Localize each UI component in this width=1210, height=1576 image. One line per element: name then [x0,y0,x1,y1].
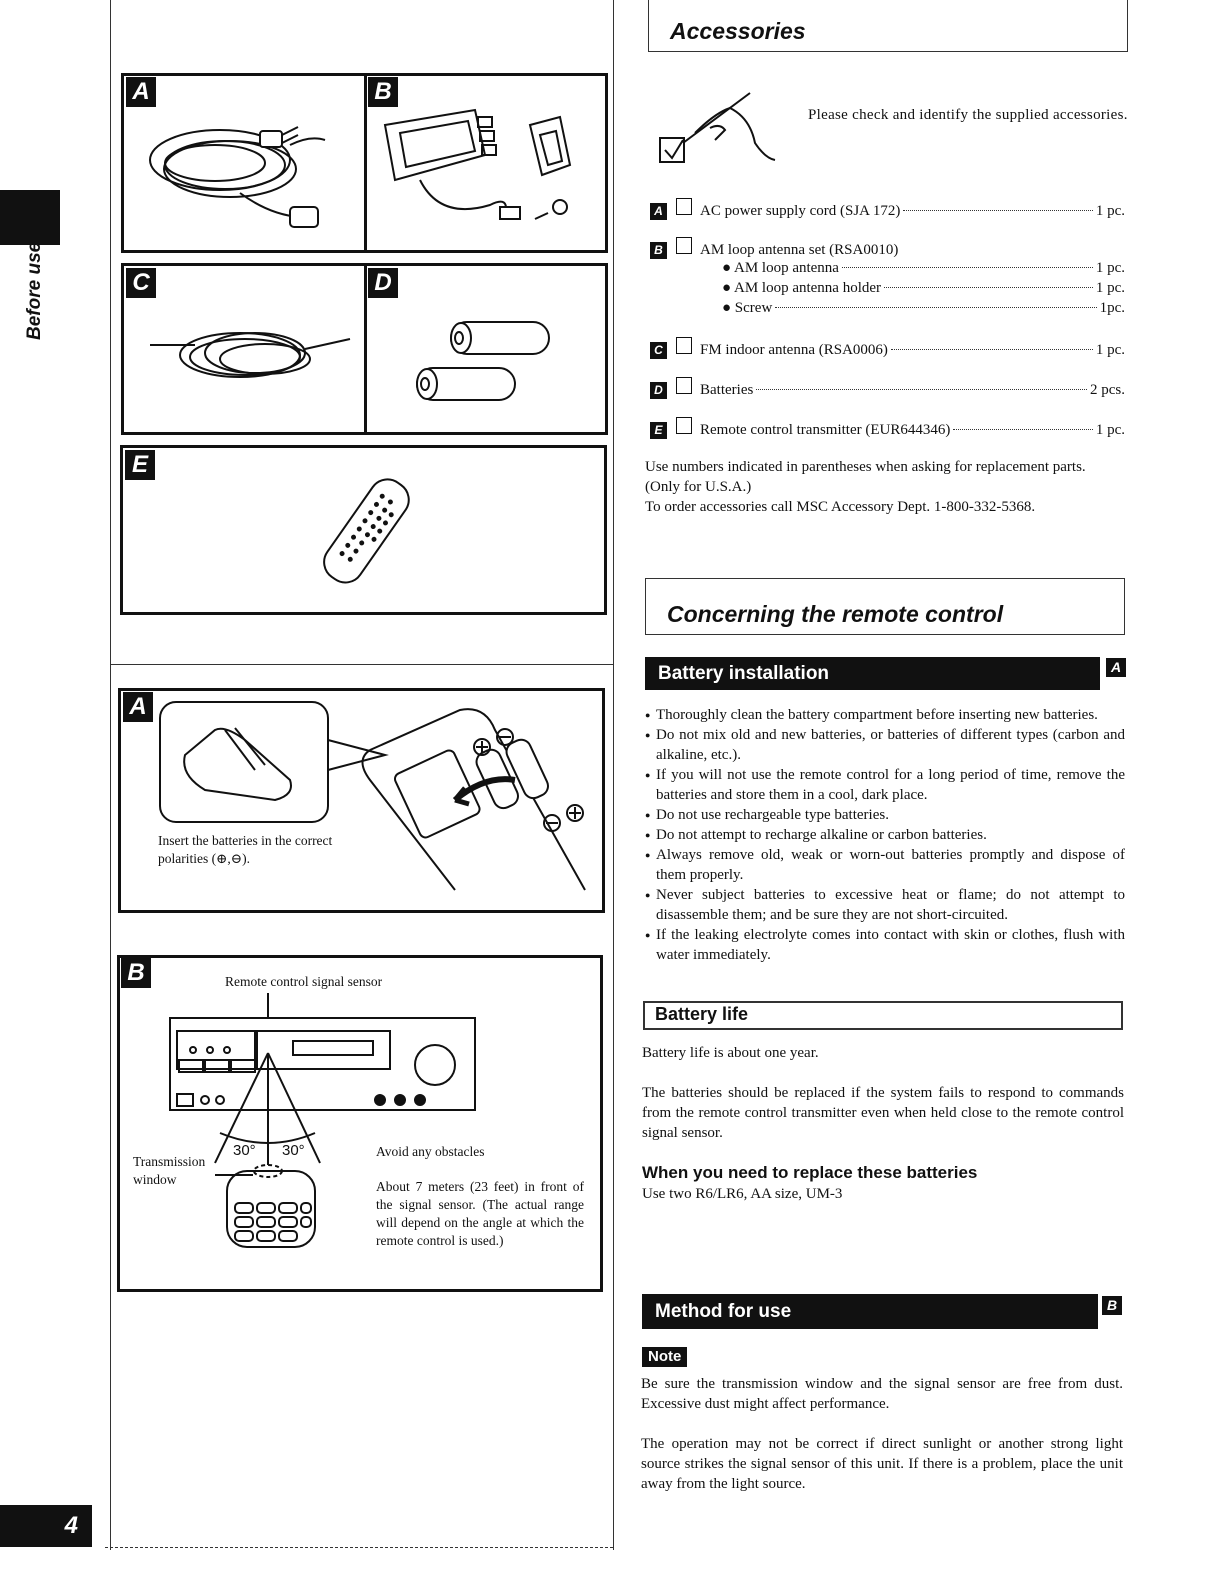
page-number: 4 [0,1505,92,1547]
list-item: ● Do not mix old and new batteries, or batteries of different types (carbon and alkaline, etc.). [645,725,1125,765]
section-label: Before use [24,241,45,340]
accessory-checkbox-b[interactable] [676,237,692,254]
accessory-name-c: FM indoor antenna (RSA0006) [700,342,888,358]
accessory-letter-b: B [650,242,667,259]
subitem-name: ● AM loop antenna holder [722,280,882,296]
accessory-subitem [722,258,1125,278]
subitem-qty: 1 pc. [1095,280,1125,296]
remote-title: Concerning the remote control [667,601,1004,627]
ac-cord-illustration [140,105,340,240]
replace-batteries-heading: When you need to replace these batteries [642,1163,978,1182]
panel-letter-battery: A [123,692,153,722]
obstacles-label: Avoid any obstacles [376,1144,485,1159]
checklist-hand-icon [655,88,780,168]
angle-left-label: 30° [233,1142,256,1159]
battery-precautions-list [645,705,1125,965]
accessory-checkbox-d[interactable] [676,377,692,394]
accessory-name-b: AM loop antenna set (RSA0010) [700,242,899,258]
method-for-use-tag: B [1102,1296,1122,1315]
battery-life-text: Battery life is about one year. [642,1045,819,1061]
accessories-intro: Please check and identify the supplied accessories. [808,107,1128,123]
battery-polarity-caption: Insert the batteries in the correct polarities (⊕,⊖). [158,833,333,866]
battery-replace-text: The batteries should be replaced if the system fails to respond to commands from the remote control transmitter even when held close to the remote control signal sensor. [642,1085,1124,1141]
accessory-letter-d: D [650,382,667,399]
replacement-note [645,457,1127,517]
section-tab [0,190,60,245]
note-badge: Note [642,1347,687,1367]
signal-sensor-label: Remote control signal sensor [225,974,383,989]
bottom-rule [105,1547,613,1548]
list-item: ● Do not use rechargeable type batteries. [645,805,1125,825]
subitem-name: ● AM loop antenna [722,260,839,276]
accessory-qty-c: 1 pc. [1095,342,1125,358]
battery-installation-heading: Battery installation [645,657,1100,690]
panel-letter-c: C [126,268,156,298]
accessory-subitem [722,278,1125,298]
accessory-item-b [650,237,1125,260]
subitem-name: ● Screw [722,300,773,316]
method-note-text-1: Be sure the transmission window and the signal sensor are free from dust. Excessive dust might affect performance. [641,1376,1123,1412]
accessory-qty-e: 1 pc. [1095,422,1125,438]
remote-control-illustration [305,478,425,588]
method-note-text-2: The operation may not be correct if direct sunlight or another strong light source strikes the signal sensor of this unit. If there is a problem, place the unit away from the light source. [641,1436,1123,1492]
accessory-letter-c: C [650,342,667,359]
batteries-illustration [415,318,555,403]
accessory-item-e [650,417,1125,440]
subitem-qty: 1 pc. [1095,260,1125,276]
accessory-item-d [650,377,1125,400]
accessory-checkbox-c[interactable] [676,337,692,354]
fm-antenna-illustration [145,315,355,395]
panel-letter-b: B [368,77,398,107]
list-item: ● Do not attempt to recharge alkaline or carbon batteries. [645,825,1125,845]
accessory-letter-e: E [650,422,667,439]
accessory-name-e: Remote control transmitter (EUR644346) [700,422,951,438]
left-section-rule [110,664,613,665]
accessory-checkbox-e[interactable] [676,417,692,434]
accessory-qty-d: 2 pcs. [1090,382,1125,398]
left-margin-rule [110,0,111,1550]
method-for-use-heading: Method for use [642,1294,1098,1329]
transmission-window-label: Transmission window [133,1154,206,1187]
angle-right-label: 30° [282,1142,305,1159]
accessories-title: Accessories [670,18,806,44]
list-item: ● If the leaking electrolyte comes into contact with skin or clothes, flush with water immediately. [645,925,1125,965]
panel-letter-a: A [126,77,156,107]
accessory-checkbox-a[interactable] [676,198,692,215]
list-item: ● If you will not use the remote control for a long period of time, remove the batteries and store them in a cool, dark place. [645,765,1125,805]
list-item: ● Always remove old, weak or worn-out batteries promptly and dispose of them properly. [645,845,1125,885]
list-item: ● Never subject batteries to excessive heat or flame; do not attempt to disassemble them; and be sure they are not short-circuited. [645,885,1125,925]
replacement-note-line: Use numbers indicated in parentheses when asking for replacement parts. [645,459,1086,475]
accessory-name-d: Batteries [700,382,754,398]
column-divider [613,0,614,1550]
panel-letter-d: D [368,268,398,298]
battery-installation-tag: A [1106,658,1126,677]
replacement-note-line: To order accessories call MSC Accessory Dept. 1-800-332-5368. [645,499,1036,515]
panel-letter-method: B [121,958,151,988]
battery-life-heading: Battery life [655,1004,749,1024]
replacement-note-line: (Only for U.S.A.) [645,479,752,495]
battery-insertion-illustration [155,700,595,905]
accessory-letter-a: A [650,203,667,220]
panel-letter-e: E [125,450,155,480]
replace-batteries-text: Use two R6/LR6, AA size, UM-3 [642,1186,843,1202]
subitem-qty: 1pc. [1099,300,1125,316]
accessory-qty-a: 1 pc. [1095,203,1125,219]
accessory-item-c [650,337,1125,360]
am-antenna-illustration [380,95,590,235]
accessory-subitem [722,298,1125,318]
list-item: ● Thoroughly clean the battery compartment before inserting new batteries. [645,705,1125,725]
accessory-name-a: AC power supply cord (SJA 172) [700,203,901,219]
accessory-item-a [650,198,1125,221]
range-description: About 7 meters (23 feet) in front of the signal sensor. (The actual range will depend on the angle at which the remote control is used.) [376,1179,584,1248]
